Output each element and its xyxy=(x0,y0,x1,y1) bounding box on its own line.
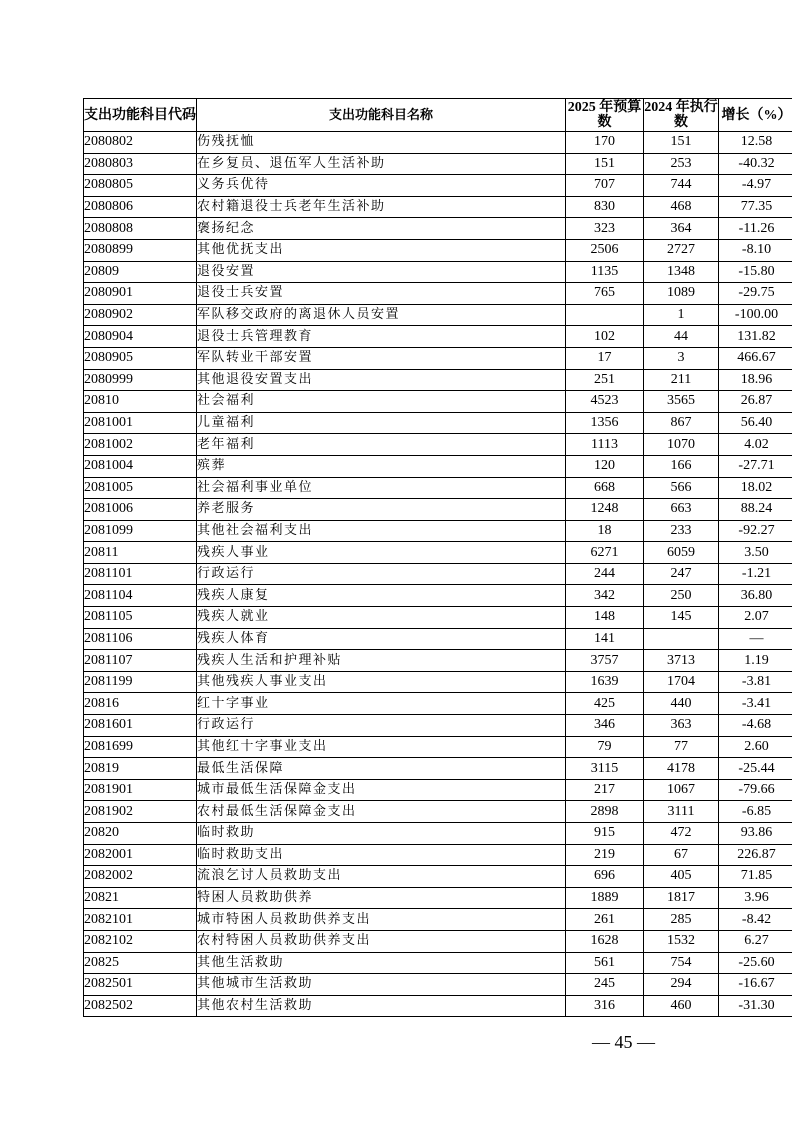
budget-2025-cell: 1356 xyxy=(566,412,644,434)
table-row xyxy=(84,520,792,542)
growth-cell: -1.21 xyxy=(719,563,792,585)
growth-cell: 3.96 xyxy=(719,887,792,909)
code-cell: 2081699 xyxy=(84,736,197,758)
actual-2024-cell: 2727 xyxy=(644,239,719,261)
code-cell: 2081005 xyxy=(84,477,197,499)
actual-2024-cell: 472 xyxy=(644,823,719,845)
actual-2024-cell: 250 xyxy=(644,585,719,607)
name-cell: 其他农村生活救助 xyxy=(197,995,566,1017)
table-row xyxy=(84,153,792,175)
budget-2025-cell: 765 xyxy=(566,283,644,305)
code-cell: 20809 xyxy=(84,261,197,283)
name-cell: 褒扬纪念 xyxy=(197,218,566,240)
name-cell: 其他优抚支出 xyxy=(197,239,566,261)
code-cell: 2082101 xyxy=(84,909,197,931)
code-cell: 2080901 xyxy=(84,283,197,305)
table-row xyxy=(84,887,792,909)
budget-2025-cell: 1248 xyxy=(566,499,644,521)
budget-2025-cell: 217 xyxy=(566,779,644,801)
name-cell: 义务兵优待 xyxy=(197,175,566,197)
growth-cell: -3.81 xyxy=(719,671,792,693)
budget-2025-cell: 18 xyxy=(566,520,644,542)
budget-2025-cell: 425 xyxy=(566,693,644,715)
table-row xyxy=(84,326,792,348)
table-row xyxy=(84,347,792,369)
header-actual-2024: 2024 年执行数 xyxy=(644,100,718,130)
growth-cell: -27.71 xyxy=(719,455,792,477)
growth-cell: -16.67 xyxy=(719,974,792,996)
code-cell: 2081106 xyxy=(84,628,197,650)
name-cell: 殡葬 xyxy=(197,455,566,477)
name-cell: 养老服务 xyxy=(197,499,566,521)
growth-cell: -6.85 xyxy=(719,801,792,823)
table-row xyxy=(84,585,792,607)
growth-cell: -31.30 xyxy=(719,995,792,1017)
code-cell: 20816 xyxy=(84,693,197,715)
actual-2024-cell: 3111 xyxy=(644,801,719,823)
budget-2025-cell: 251 xyxy=(566,369,644,391)
table-row xyxy=(84,304,792,326)
table-row xyxy=(84,391,792,413)
actual-2024-cell: 247 xyxy=(644,563,719,585)
name-cell: 残疾人就业 xyxy=(197,607,566,629)
name-cell: 农村最低生活保障金支出 xyxy=(197,801,566,823)
name-cell: 其他城市生活救助 xyxy=(197,974,566,996)
actual-2024-cell: 440 xyxy=(644,693,719,715)
growth-cell: 71.85 xyxy=(719,866,792,888)
table-row xyxy=(84,132,792,154)
growth-cell: -15.80 xyxy=(719,261,792,283)
code-cell: 2081901 xyxy=(84,779,197,801)
header-name: 支出功能科目名称 xyxy=(197,99,566,132)
name-cell: 老年福利 xyxy=(197,434,566,456)
table-row xyxy=(84,455,792,477)
budget-2025-cell: 170 xyxy=(566,132,644,154)
actual-2024-cell: 151 xyxy=(644,132,719,154)
budget-2025-cell: 4523 xyxy=(566,391,644,413)
budget-2025-cell: 151 xyxy=(566,153,644,175)
actual-2024-cell: 1089 xyxy=(644,283,719,305)
code-cell: 2081902 xyxy=(84,801,197,823)
code-cell: 2080999 xyxy=(84,369,197,391)
budget-2025-cell: 245 xyxy=(566,974,644,996)
actual-2024-cell: 405 xyxy=(644,866,719,888)
code-cell: 2080902 xyxy=(84,304,197,326)
actual-2024-cell: 253 xyxy=(644,153,719,175)
budget-2025-cell: 707 xyxy=(566,175,644,197)
actual-2024-cell: 744 xyxy=(644,175,719,197)
code-cell: 2082501 xyxy=(84,974,197,996)
table-row xyxy=(84,779,792,801)
budget-2025-cell: 696 xyxy=(566,866,644,888)
actual-2024-cell: 77 xyxy=(644,736,719,758)
growth-cell: -25.44 xyxy=(719,758,792,780)
actual-2024-cell: 3713 xyxy=(644,650,719,672)
header-code: 支出功能科目代码 xyxy=(84,99,197,132)
budget-2025-cell: 561 xyxy=(566,952,644,974)
actual-2024-cell: 867 xyxy=(644,412,719,434)
actual-2024-cell: 285 xyxy=(644,909,719,931)
code-cell: 2081099 xyxy=(84,520,197,542)
budget-2025-cell: 1113 xyxy=(566,434,644,456)
growth-cell: -40.32 xyxy=(719,153,792,175)
actual-2024-cell: 233 xyxy=(644,520,719,542)
name-cell: 在乡复员、退伍军人生活补助 xyxy=(197,153,566,175)
growth-cell: 88.24 xyxy=(719,499,792,521)
actual-2024-cell: 294 xyxy=(644,974,719,996)
growth-cell: 18.96 xyxy=(719,369,792,391)
table-row xyxy=(84,628,792,650)
actual-2024-cell: 1532 xyxy=(644,930,719,952)
name-cell: 其他社会福利支出 xyxy=(197,520,566,542)
name-cell: 农村特困人员救助供养支出 xyxy=(197,930,566,952)
code-cell: 20819 xyxy=(84,758,197,780)
budget-2025-cell: 346 xyxy=(566,715,644,737)
growth-cell: -79.66 xyxy=(719,779,792,801)
growth-cell: -3.41 xyxy=(719,693,792,715)
table-row xyxy=(84,823,792,845)
header-budget-2025: 2025 年预算数 xyxy=(566,99,644,132)
table-row xyxy=(84,995,792,1017)
budget-2025-cell: 102 xyxy=(566,326,644,348)
name-cell: 退役安置 xyxy=(197,261,566,283)
actual-2024-cell: 67 xyxy=(644,844,719,866)
name-cell: 农村籍退役士兵老年生活补助 xyxy=(197,196,566,218)
table-row xyxy=(84,866,792,888)
actual-2024-cell: 754 xyxy=(644,952,719,974)
growth-cell: -29.75 xyxy=(719,283,792,305)
code-cell: 20820 xyxy=(84,823,197,845)
budget-2025-cell: 1135 xyxy=(566,261,644,283)
budget-2025-cell: 261 xyxy=(566,909,644,931)
table-row xyxy=(84,844,792,866)
table-row xyxy=(84,693,792,715)
code-cell: 2081004 xyxy=(84,455,197,477)
budget-2025-cell: 323 xyxy=(566,218,644,240)
growth-cell: 77.35 xyxy=(719,196,792,218)
actual-2024-cell: 4178 xyxy=(644,758,719,780)
name-cell: 流浪乞讨人员救助支出 xyxy=(197,866,566,888)
budget-2025-cell: 244 xyxy=(566,563,644,585)
table-row xyxy=(84,434,792,456)
table-row xyxy=(84,930,792,952)
budget-2025-cell: 17 xyxy=(566,347,644,369)
code-cell: 2080805 xyxy=(84,175,197,197)
actual-2024-cell: 3 xyxy=(644,347,719,369)
code-cell: 2080904 xyxy=(84,326,197,348)
actual-2024-cell: 1067 xyxy=(644,779,719,801)
header-row xyxy=(84,99,792,132)
table-row xyxy=(84,974,792,996)
name-cell: 军队转业干部安置 xyxy=(197,347,566,369)
code-cell: 20821 xyxy=(84,887,197,909)
budget-2025-cell xyxy=(566,304,644,326)
table-row xyxy=(84,542,792,564)
code-cell: 2080803 xyxy=(84,153,197,175)
budget-2025-cell: 6271 xyxy=(566,542,644,564)
budget-2025-cell: 120 xyxy=(566,455,644,477)
code-cell: 2081107 xyxy=(84,650,197,672)
actual-2024-cell: 3565 xyxy=(644,391,719,413)
code-cell: 20825 xyxy=(84,952,197,974)
table-row xyxy=(84,736,792,758)
budget-2025-cell: 915 xyxy=(566,823,644,845)
growth-cell: -8.42 xyxy=(719,909,792,931)
actual-2024-cell: 1070 xyxy=(644,434,719,456)
growth-cell: 56.40 xyxy=(719,412,792,434)
growth-cell: 36.80 xyxy=(719,585,792,607)
name-cell: 临时救助支出 xyxy=(197,844,566,866)
growth-cell: -4.97 xyxy=(719,175,792,197)
budget-2025-cell: 342 xyxy=(566,585,644,607)
growth-cell: 3.50 xyxy=(719,542,792,564)
growth-cell: 4.02 xyxy=(719,434,792,456)
code-cell: 2081002 xyxy=(84,434,197,456)
name-cell: 残疾人体育 xyxy=(197,628,566,650)
name-cell: 伤残抚恤 xyxy=(197,132,566,154)
header-growth: 增长（%） xyxy=(719,99,792,132)
code-cell: 2082502 xyxy=(84,995,197,1017)
growth-cell: 26.87 xyxy=(719,391,792,413)
actual-2024-cell: 1348 xyxy=(644,261,719,283)
budget-2025-cell: 141 xyxy=(566,628,644,650)
growth-cell: -25.60 xyxy=(719,952,792,974)
budget-2025-cell: 1889 xyxy=(566,887,644,909)
growth-cell: 1.19 xyxy=(719,650,792,672)
name-cell: 其他残疾人事业支出 xyxy=(197,671,566,693)
name-cell: 儿童福利 xyxy=(197,412,566,434)
growth-cell: 18.02 xyxy=(719,477,792,499)
name-cell: 残疾人康复 xyxy=(197,585,566,607)
actual-2024-cell: 468 xyxy=(644,196,719,218)
name-cell: 最低生活保障 xyxy=(197,758,566,780)
actual-2024-cell: 1 xyxy=(644,304,719,326)
actual-2024-cell: 566 xyxy=(644,477,719,499)
name-cell: 残疾人事业 xyxy=(197,542,566,564)
name-cell: 城市特困人员救助供养支出 xyxy=(197,909,566,931)
table-row xyxy=(84,477,792,499)
table-row xyxy=(84,801,792,823)
name-cell: 行政运行 xyxy=(197,715,566,737)
actual-2024-cell: 663 xyxy=(644,499,719,521)
budget-2025-cell: 148 xyxy=(566,607,644,629)
table-row xyxy=(84,412,792,434)
actual-2024-cell: 211 xyxy=(644,369,719,391)
name-cell: 社会福利事业单位 xyxy=(197,477,566,499)
code-cell: 2081101 xyxy=(84,563,197,585)
code-cell: 2080802 xyxy=(84,132,197,154)
code-cell: 2082001 xyxy=(84,844,197,866)
budget-2025-cell: 2506 xyxy=(566,239,644,261)
growth-cell: — xyxy=(719,628,792,650)
table-row xyxy=(84,499,792,521)
growth-cell: 226.87 xyxy=(719,844,792,866)
actual-2024-cell: 44 xyxy=(644,326,719,348)
table-row xyxy=(84,909,792,931)
growth-cell: 131.82 xyxy=(719,326,792,348)
actual-2024-cell: 166 xyxy=(644,455,719,477)
budget-2025-cell: 316 xyxy=(566,995,644,1017)
name-cell: 红十字事业 xyxy=(197,693,566,715)
growth-cell: 2.60 xyxy=(719,736,792,758)
name-cell: 退役士兵安置 xyxy=(197,283,566,305)
code-cell: 2081601 xyxy=(84,715,197,737)
growth-cell: -92.27 xyxy=(719,520,792,542)
actual-2024-cell: 145 xyxy=(644,607,719,629)
table-row xyxy=(84,563,792,585)
name-cell: 社会福利 xyxy=(197,391,566,413)
table-row xyxy=(84,607,792,629)
growth-cell: -4.68 xyxy=(719,715,792,737)
growth-cell: 12.58 xyxy=(719,132,792,154)
code-cell: 20811 xyxy=(84,542,197,564)
name-cell: 城市最低生活保障金支出 xyxy=(197,779,566,801)
budget-2025-cell: 219 xyxy=(566,844,644,866)
table-row xyxy=(84,650,792,672)
table-row xyxy=(84,196,792,218)
name-cell: 军队移交政府的离退休人员安置 xyxy=(197,304,566,326)
growth-cell: -8.10 xyxy=(719,239,792,261)
name-cell: 退役士兵管理教育 xyxy=(197,326,566,348)
growth-cell: -100.00 xyxy=(719,304,792,326)
name-cell: 特困人员救助供养 xyxy=(197,887,566,909)
code-cell: 2082102 xyxy=(84,930,197,952)
code-cell: 2080905 xyxy=(84,347,197,369)
actual-2024-cell: 6059 xyxy=(644,542,719,564)
table-row xyxy=(84,218,792,240)
code-cell: 2081104 xyxy=(84,585,197,607)
budget-2025-cell: 830 xyxy=(566,196,644,218)
code-cell: 2082002 xyxy=(84,866,197,888)
budget-2025-cell: 668 xyxy=(566,477,644,499)
budget-2025-cell: 1639 xyxy=(566,671,644,693)
code-cell: 2081105 xyxy=(84,607,197,629)
table-row xyxy=(84,758,792,780)
code-cell: 2080899 xyxy=(84,239,197,261)
growth-cell: 2.07 xyxy=(719,607,792,629)
growth-cell: 6.27 xyxy=(719,930,792,952)
name-cell: 其他红十字事业支出 xyxy=(197,736,566,758)
budget-2025-cell: 2898 xyxy=(566,801,644,823)
code-cell: 2081199 xyxy=(84,671,197,693)
budget-2025-cell: 3115 xyxy=(566,758,644,780)
actual-2024-cell: 363 xyxy=(644,715,719,737)
table-row xyxy=(84,952,792,974)
code-cell: 2080808 xyxy=(84,218,197,240)
actual-2024-cell xyxy=(644,628,719,650)
actual-2024-cell: 1704 xyxy=(644,671,719,693)
table-row xyxy=(84,369,792,391)
budget-table xyxy=(83,98,792,1017)
budget-2025-cell: 3757 xyxy=(566,650,644,672)
table-row xyxy=(84,715,792,737)
growth-cell: -11.26 xyxy=(719,218,792,240)
name-cell: 残疾人生活和护理补贴 xyxy=(197,650,566,672)
code-cell: 20810 xyxy=(84,391,197,413)
name-cell: 行政运行 xyxy=(197,563,566,585)
code-cell: 2080806 xyxy=(84,196,197,218)
table-row xyxy=(84,175,792,197)
table-header xyxy=(84,99,792,132)
code-cell: 2081006 xyxy=(84,499,197,521)
name-cell: 其他生活救助 xyxy=(197,952,566,974)
actual-2024-cell: 1817 xyxy=(644,887,719,909)
name-cell: 其他退役安置支出 xyxy=(197,369,566,391)
actual-2024-cell: 364 xyxy=(644,218,719,240)
actual-2024-cell: 460 xyxy=(644,995,719,1017)
table-row xyxy=(84,283,792,305)
table-body xyxy=(84,132,792,1017)
growth-cell: 93.86 xyxy=(719,823,792,845)
budget-2025-cell: 1628 xyxy=(566,930,644,952)
table-row xyxy=(84,239,792,261)
table-row xyxy=(84,261,792,283)
growth-cell: 466.67 xyxy=(719,347,792,369)
table-row xyxy=(84,671,792,693)
code-cell: 2081001 xyxy=(84,412,197,434)
page-number: — 45 — xyxy=(592,1032,655,1052)
name-cell: 临时救助 xyxy=(197,823,566,845)
budget-2025-cell: 79 xyxy=(566,736,644,758)
